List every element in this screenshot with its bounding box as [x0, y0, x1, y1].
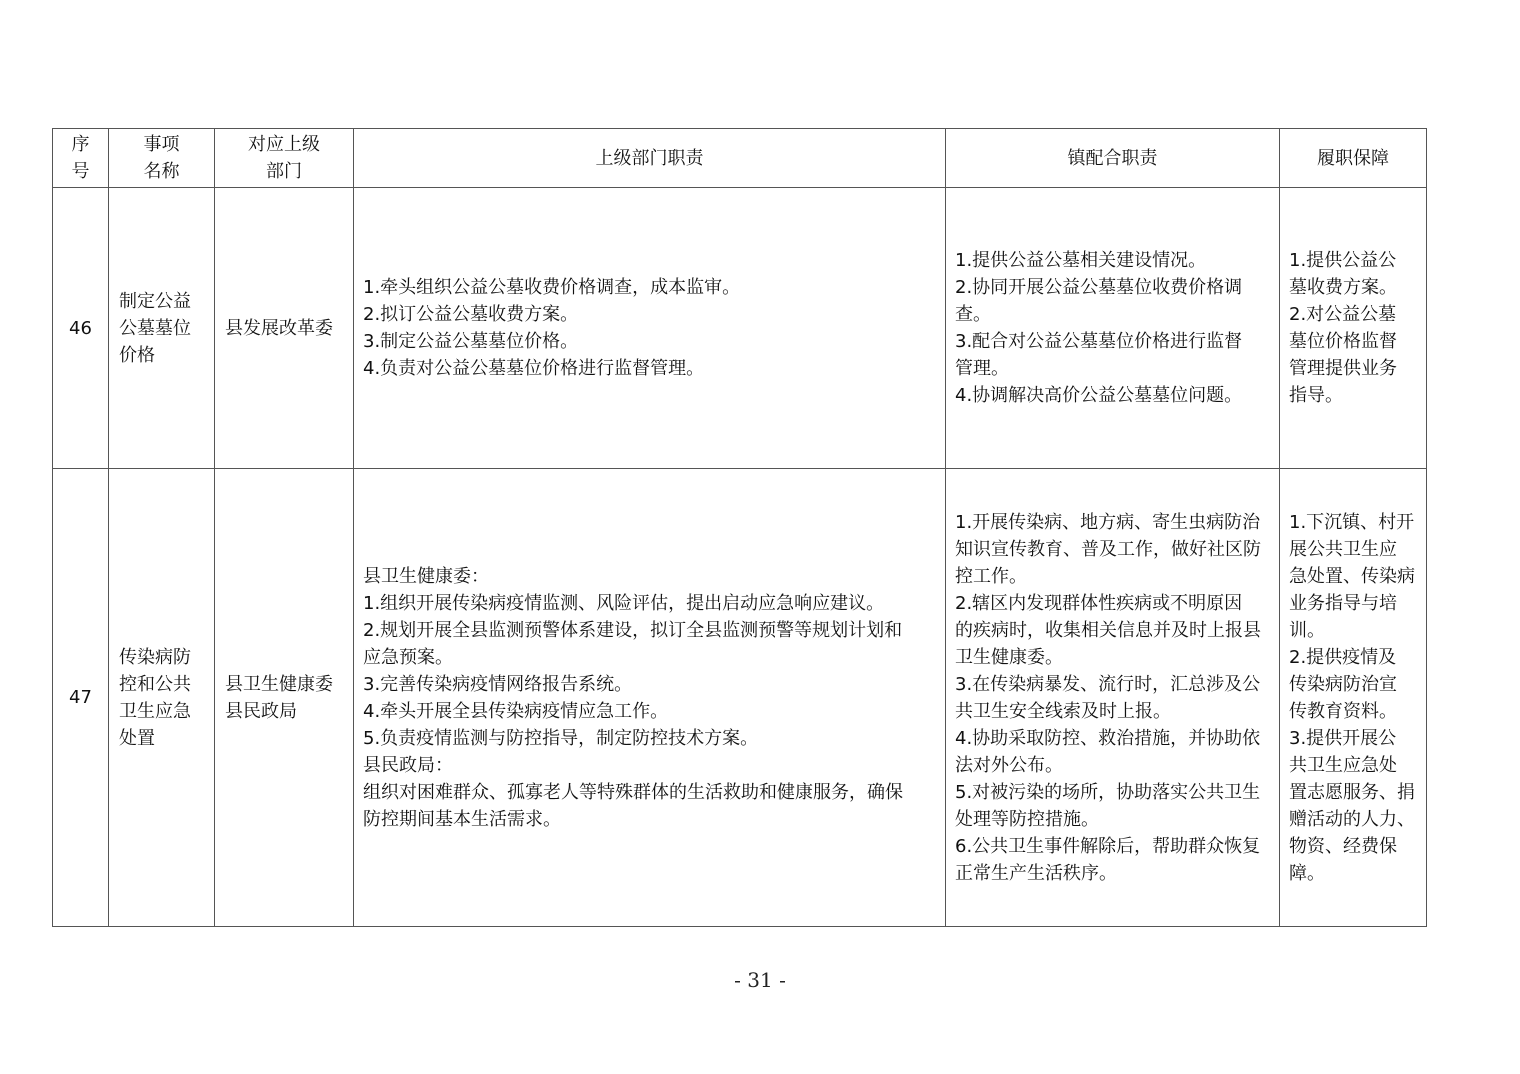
- header-item-name: 事项 名称: [109, 129, 215, 188]
- row-number: 47: [53, 469, 109, 927]
- superior-dept: 县卫生健康委 县民政局: [215, 469, 354, 927]
- row-number: 46: [53, 188, 109, 469]
- superior-duties: 1.牵头组织公益公墓收费价格调查，成本监审。 2.拟订公益公墓收费方案。 3.制定公益公墓墓位价格。 4.负责对公益公墓墓位价格进行监督管理。: [354, 188, 946, 469]
- superior-dept: 县发展改革委: [215, 188, 354, 469]
- table-header-row: [53, 129, 1427, 188]
- superior-duties: 县卫生健康委： 1.组织开展传染病疫情监测、风险评估，提出启动应急响应建议。 2.规划开展全县监测预警体系建设，拟订全县监测预警等规划计划和 应急预案。 3.完善传染病疫情网络报告系统。 4.牵头开展全县传染病疫情应急工作。 5.负责疫情监测与防控指导，制定防控技术方案。 县民政局： 组织对困难群众、孤寡老人等特殊群体的生活救助和健康服务，确保 防控期间基本生活需求。: [354, 469, 946, 927]
- item-name: 传染病防 控和公共 卫生应急 处置: [109, 469, 215, 927]
- duties-table: [52, 128, 1427, 927]
- table-row: [53, 188, 1427, 469]
- header-town-duties: 镇配合职责: [946, 129, 1280, 188]
- header-superior-duties: 上级部门职责: [354, 129, 946, 188]
- item-name: 制定公益 公墓墓位 价格: [109, 188, 215, 469]
- town-duties: 1.提供公益公墓相关建设情况。 2.协同开展公益公墓墓位收费价格调 查。 3.配合对公益公墓墓位价格进行监督 管理。 4.协调解决高价公益公墓墓位问题。: [946, 188, 1280, 469]
- duty-guarantee: 1.下沉镇、村开 展公共卫生应 急处置、传染病 业务指导与培 训。 2.提供疫情及 传染病防治宣 传教育资料。 3.提供开展公 共卫生应急处 置志愿服务、捐 赠活动的人力、 物资、经费保 障。: [1280, 469, 1427, 927]
- page-number: - 31 -: [734, 968, 786, 992]
- duty-guarantee: 1.提供公益公 墓收费方案。 2.对公益公墓 墓位价格监督 管理提供业务 指导。: [1280, 188, 1427, 469]
- header-no: 序 号: [53, 129, 109, 188]
- town-duties: 1.开展传染病、地方病、寄生虫病防治 知识宣传教育、普及工作，做好社区防 控工作。 2.辖区内发现群体性疾病或不明原因 的疾病时，收集相关信息并及时上报县 卫生健康委。 3.在传染病暴发、流行时，汇总涉及公 共卫生安全线索及时上报。 4.协助采取防控、救治措施，并协助依 法对外公布。 5.对被污染的场所，协助落实公共卫生 处理等防控措施。 6.公共卫生事件解除后，帮助群众恢复 正常生产生活秩序。: [946, 469, 1280, 927]
- header-guarantee: 履职保障: [1280, 129, 1427, 188]
- table-row: [53, 469, 1427, 927]
- header-dept: 对应上级 部门: [215, 129, 354, 188]
